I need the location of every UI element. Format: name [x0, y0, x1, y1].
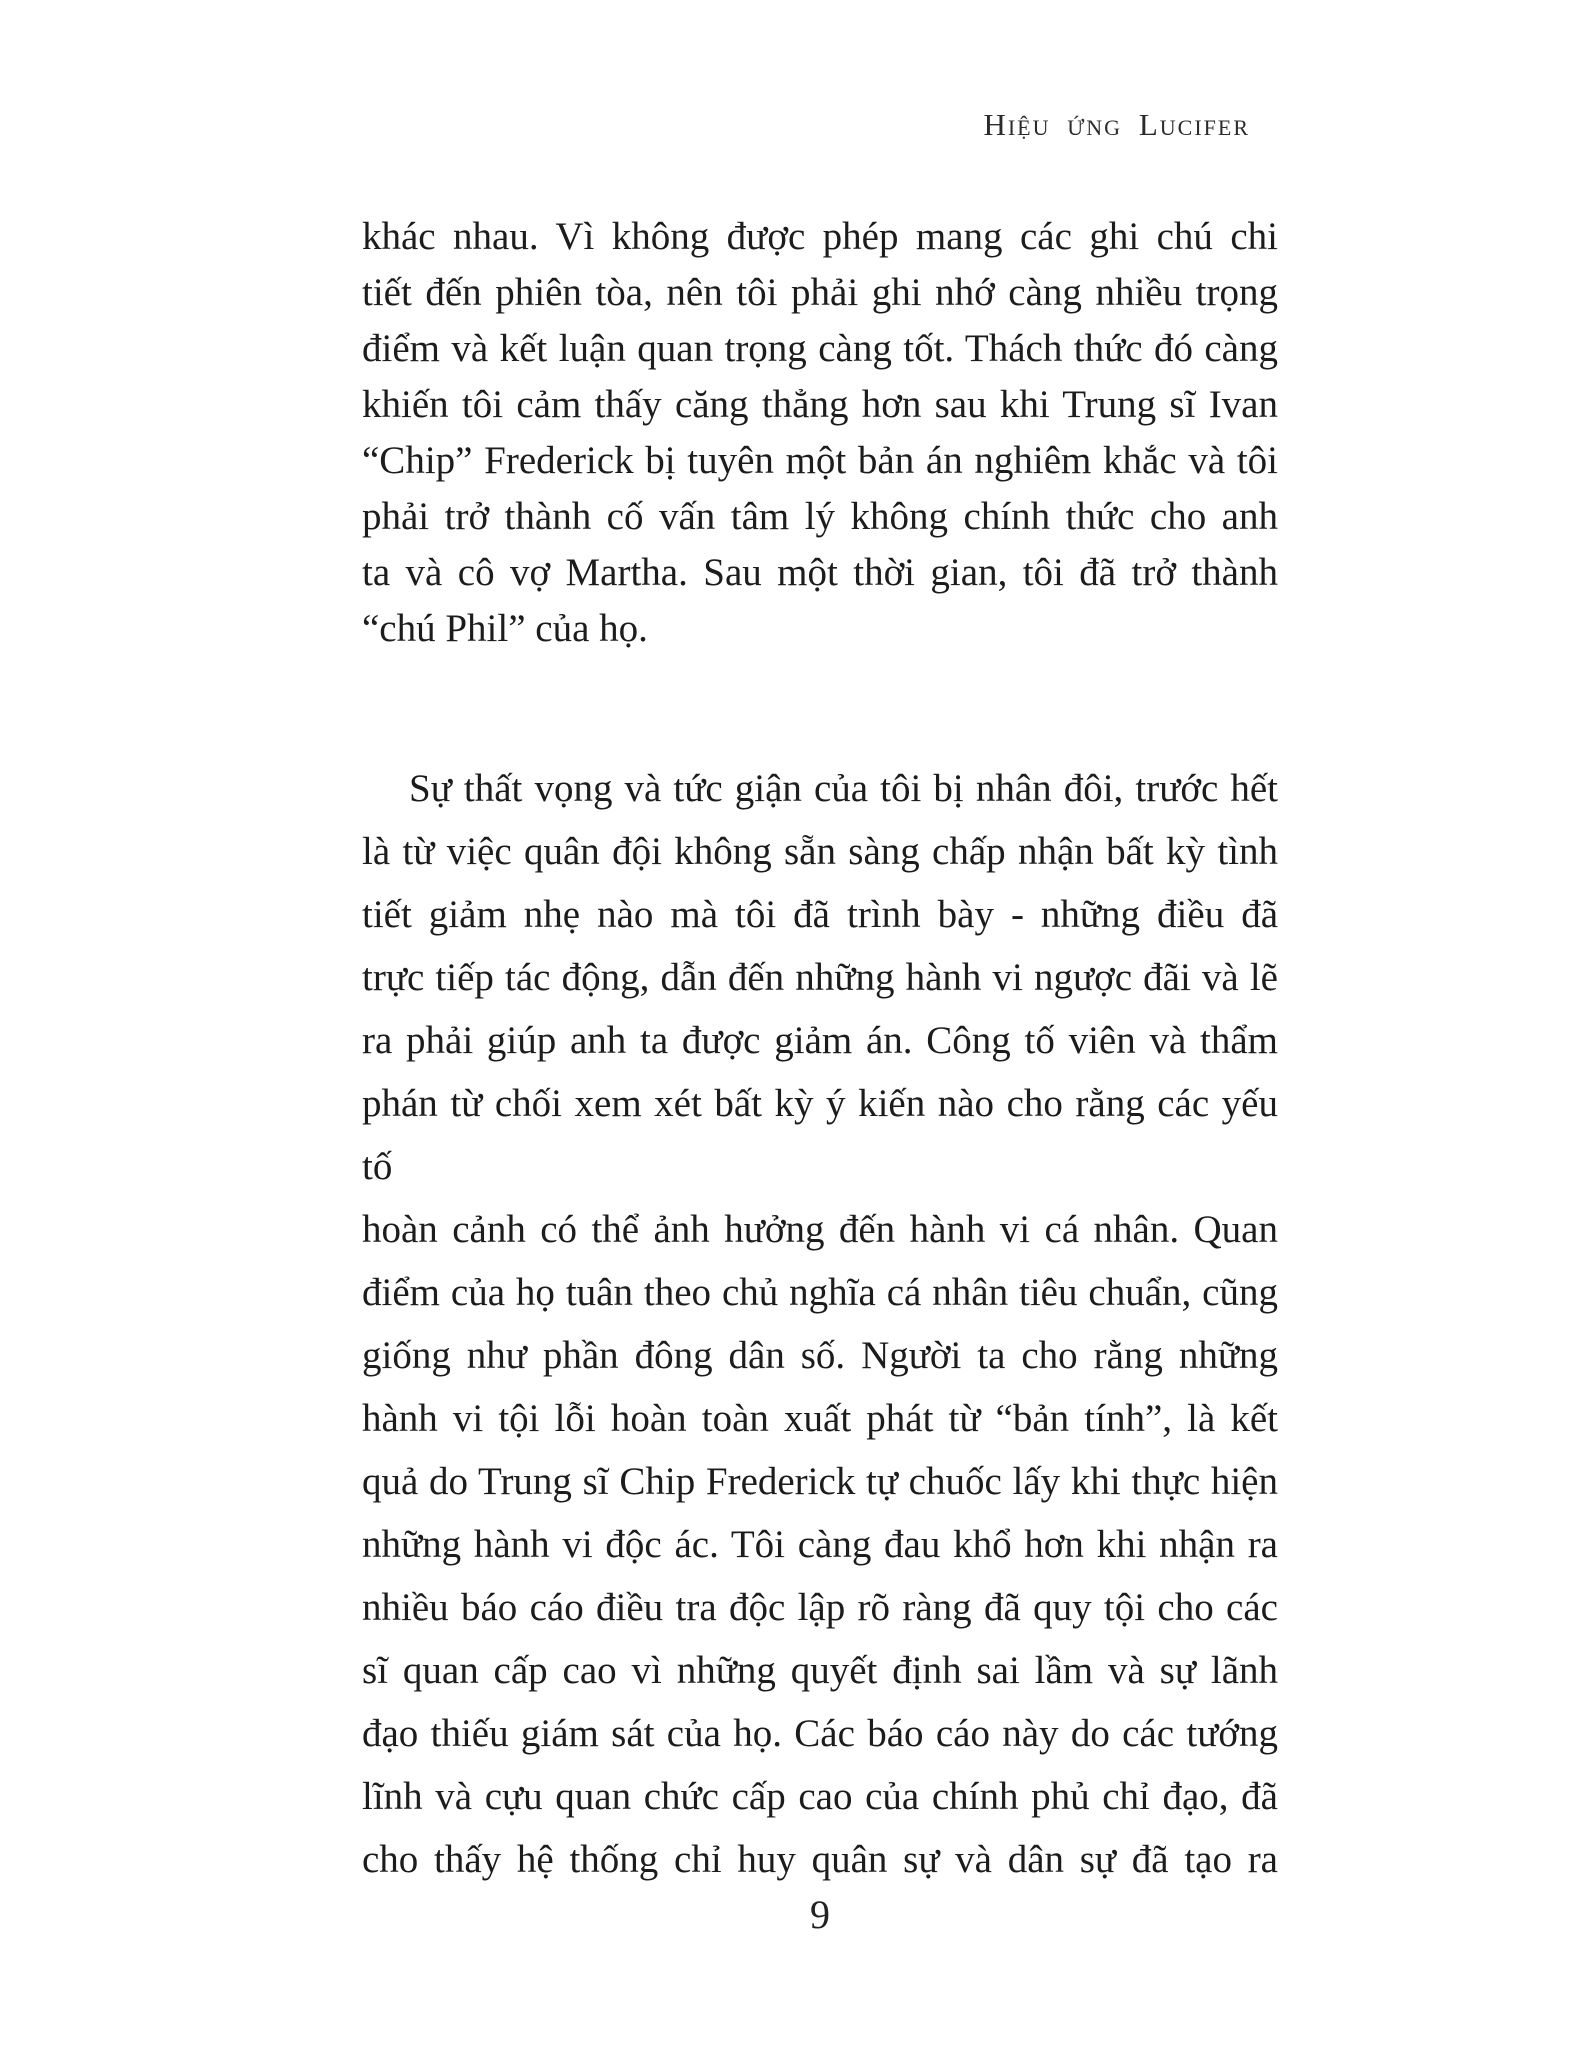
text-line: tiết giảm nhẹ nào mà tôi đã trình bày - những điều đã [362, 893, 1278, 936]
text-line: lĩnh và cựu quan chức cấp cao của chính phủ chỉ đạo, đã [362, 1775, 1278, 1818]
text-line: “Chip” Frederick bị tuyên một bản án nghiêm khắc và tôi [362, 439, 1278, 482]
text-line: Sự thất vọng và tức giận của tôi bị nhân đôi, trước hết [409, 767, 1278, 810]
text-line: quả do Trung sĩ Chip Frederick tự chuốc lấy khi thực hiện [362, 1460, 1278, 1503]
text-line: khác nhau. Vì không được phép mang các ghi chú chi [362, 215, 1278, 258]
text-line: là từ việc quân đội không sẵn sàng chấp nhận bất kỳ tình [362, 830, 1278, 873]
text-line: “chú Phil” của họ. [362, 607, 648, 650]
text-line: sĩ quan cấp cao vì những quyết định sai lầm và sự lãnh [362, 1649, 1278, 1692]
text-line: ta và cô vợ Martha. Sau một thời gian, tôi đã trở thành [362, 551, 1278, 594]
text-line: phán từ chối xem xét bất kỳ ý kiến nào cho rằng các yếu tố [362, 1082, 1278, 1188]
page-number: 9 [810, 1892, 830, 1937]
text-line: đạo thiếu giám sát của họ. Các báo cáo này do các tướng [362, 1712, 1278, 1755]
text-line: trực tiếp tác động, dẫn đến những hành vi ngược đãi và lẽ [362, 956, 1278, 999]
text-line: những hành vi độc ác. Tôi càng đau khổ hơn khi nhận ra [362, 1523, 1278, 1566]
text-line: nhiều báo cáo điều tra độc lập rõ ràng đã quy tội cho các [362, 1586, 1278, 1629]
paragraph-2 [362, 757, 1278, 1891]
text-line: khiến tôi cảm thấy căng thẳng hơn sau khi Trung sĩ Ivan [362, 383, 1278, 426]
text-line: hoàn cảnh có thể ảnh hưởng đến hành vi cá nhân. Quan [362, 1208, 1278, 1251]
text-line: giống như phần đông dân số. Người ta cho rằng những [362, 1334, 1278, 1377]
paragraph-1 [362, 209, 1278, 657]
body-text-block [362, 209, 1278, 1891]
text-line: tiết đến phiên tòa, nên tôi phải ghi nhớ càng nhiều trọng [362, 271, 1278, 314]
running-header: Hiệu ứng Lucifer [983, 107, 1250, 142]
text-line: ra phải giúp anh ta được giảm án. Công tố viên và thẩm [362, 1019, 1278, 1062]
text-line: điểm và kết luận quan trọng càng tốt. Thách thức đó càng [362, 327, 1278, 370]
text-line: phải trở thành cố vấn tâm lý không chính thức cho anh [362, 495, 1278, 538]
text-line: cho thấy hệ thống chỉ huy quân sự và dân sự đã tạo ra [362, 1838, 1278, 1881]
text-line: điểm của họ tuân theo chủ nghĩa cá nhân tiêu chuẩn, cũng [362, 1271, 1278, 1314]
text-line: hành vi tội lỗi hoàn toàn xuất phát từ “bản tính”, là kết [362, 1397, 1278, 1440]
